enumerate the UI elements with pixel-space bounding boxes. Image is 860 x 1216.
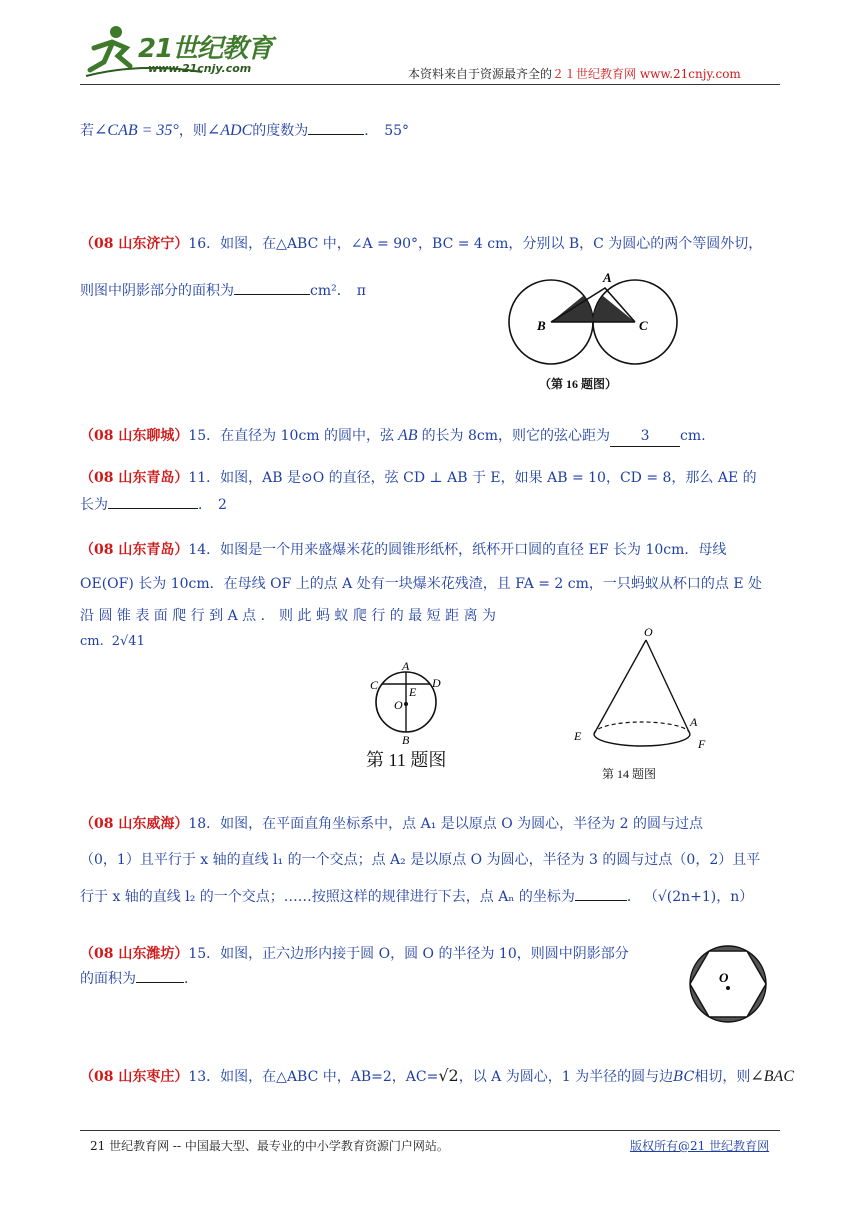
label-a: A: [603, 270, 612, 285]
q15b-line2: 的面积为 ．: [80, 968, 198, 989]
q15b-figure: [686, 942, 770, 1026]
source-tag: （08 山东青岛）: [80, 470, 189, 486]
label-o: O: [644, 625, 653, 639]
label-o: O: [394, 698, 403, 712]
q11-line1: （08 山东青岛）11．如图，AB 是⊙O 的直径，弦 CD ⊥ AB 于 E，如果 AB = 10，CD = 8，那么 AE 的: [80, 470, 757, 486]
label-c: C: [639, 318, 648, 333]
figure-caption: 第 14 题图: [602, 767, 657, 781]
logo-url: www.21cnjy.com: [148, 62, 252, 75]
q14-figure: [566, 622, 716, 784]
answer-blank: [234, 280, 310, 295]
q11-figure: [362, 658, 482, 778]
label-d: D: [432, 676, 441, 690]
source-tag: （08 山东枣庄）: [80, 1069, 189, 1085]
label-b: B: [537, 318, 546, 333]
header-logo: [82, 22, 312, 82]
label-e: E: [574, 729, 582, 743]
source-tag: （08 山东济宁）: [80, 236, 189, 252]
footer-left: 21 世纪教育网 -- 中国最大型、最专业的中小学教育资源门户网站。: [90, 1139, 449, 1153]
label-e: E: [409, 685, 417, 699]
figure-caption: 第 11 题图: [366, 750, 447, 770]
q18-line1: （08 山东威海）18．如图，在平面直角坐标系中，点 A₁ 是以原点 O 为圆心，半径为 2 的圆与过点: [80, 816, 703, 832]
q14-line4: cm. 2√41: [80, 634, 145, 649]
answer-text: 2: [218, 497, 227, 513]
source-tag: （08 山东潍坊）: [80, 946, 189, 962]
q-top: 若∠CAB = 35°，则∠ADC的度数为 ． 55°: [80, 122, 410, 139]
source-tag: （08 山东聊城）: [80, 428, 189, 444]
q15b-line1: （08 山东潍坊）15．如图，正六边形内接于圆 O，圆 O 的半径为 10，则圆中阴影部分: [80, 946, 629, 962]
q14-line2: OE(OF) 长为 10cm．在母线 OF 上的点 A 处有一块爆米花残渣，且 FA = 2 cm，一只蚂蚁从杯口的点 E 处: [80, 576, 763, 592]
q16-figure: [505, 268, 685, 398]
answer-text: π: [356, 283, 366, 299]
label-o: O: [719, 970, 729, 985]
q16-line1: （08 山东济宁）16．如图，在△ABC 中，∠A = 90°，BC = 4 cm，分别以 B，C 为圆心的两个等圆外切，: [80, 236, 763, 252]
source-tag: （08 山东威海）: [80, 816, 189, 832]
q18-line3: 行于 x 轴的直线 l₂ 的一个交点；……按照这样的规律进行下去，点 Aₙ 的坐标为 ． （√(2n+1)，n）: [80, 886, 753, 907]
label-c: C: [370, 678, 379, 692]
q16-line2: 则图中阴影部分的面积为 cm²． π: [80, 280, 366, 301]
answer-blank: [108, 494, 198, 509]
q15-liaocheng: （08 山东聊城）15．在直径为 10cm 的圆中，弦 AB 的长为 8cm，则它的弦心距为 3 cm.: [80, 426, 706, 447]
footer-right-link[interactable]: 版权所有@21 世纪教育网: [630, 1139, 770, 1153]
answer-blank: [308, 120, 364, 135]
label-b: B: [402, 733, 410, 747]
q14-line1: （08 山东青岛）14．如图是一个用来盛爆米花的圆锥形纸杯，纸杯开口圆的直径 EF 长为 10cm．母线: [80, 542, 727, 558]
label-f: F: [698, 737, 706, 751]
q13-line1: （08 山东枣庄）13．如图，在△ABC 中，AB=2，AC=√2，以 A 为圆心，1 为半径的圆与边BC相切，则∠BAC: [80, 1066, 794, 1085]
answer-blank: [575, 886, 627, 901]
answer-text: 55°: [384, 123, 410, 139]
answer-text: （√(2n+1)，n）: [650, 889, 754, 905]
label-a: A: [402, 659, 410, 673]
figure-caption: （第 16 题图）: [539, 377, 618, 391]
q18-line2: （0，1）且平行于 x 轴的直线 l₁ 的一个交点；点 A₂ 是以原点 O 为圆心，半径为 3 的圆与过点（0，2）且平: [80, 852, 761, 868]
source-tag: （08 山东青岛）: [80, 542, 189, 558]
source-link[interactable]: ２１世纪教育网 www.21cnjy.com: [552, 67, 741, 81]
header-divider: [80, 84, 780, 85]
header-source-note: 本资料来自于资源最齐全的２１世纪教育网 www.21cnjy.com: [408, 67, 741, 81]
logo-title: 21世纪教育: [138, 34, 273, 64]
q11-line2: 长为 ． 2: [80, 494, 227, 515]
label-a: A: [690, 715, 698, 729]
footer-divider: [80, 1130, 780, 1131]
answer-text: 2√41: [111, 634, 145, 649]
q14-line3: 沿 圆 锥 表 面 爬 行 到 A 点 ． 则 此 蚂 蚁 爬 行 的 最 短 距 离 为: [80, 608, 497, 624]
answer-text: 3: [610, 426, 680, 447]
answer-blank: [136, 968, 184, 983]
